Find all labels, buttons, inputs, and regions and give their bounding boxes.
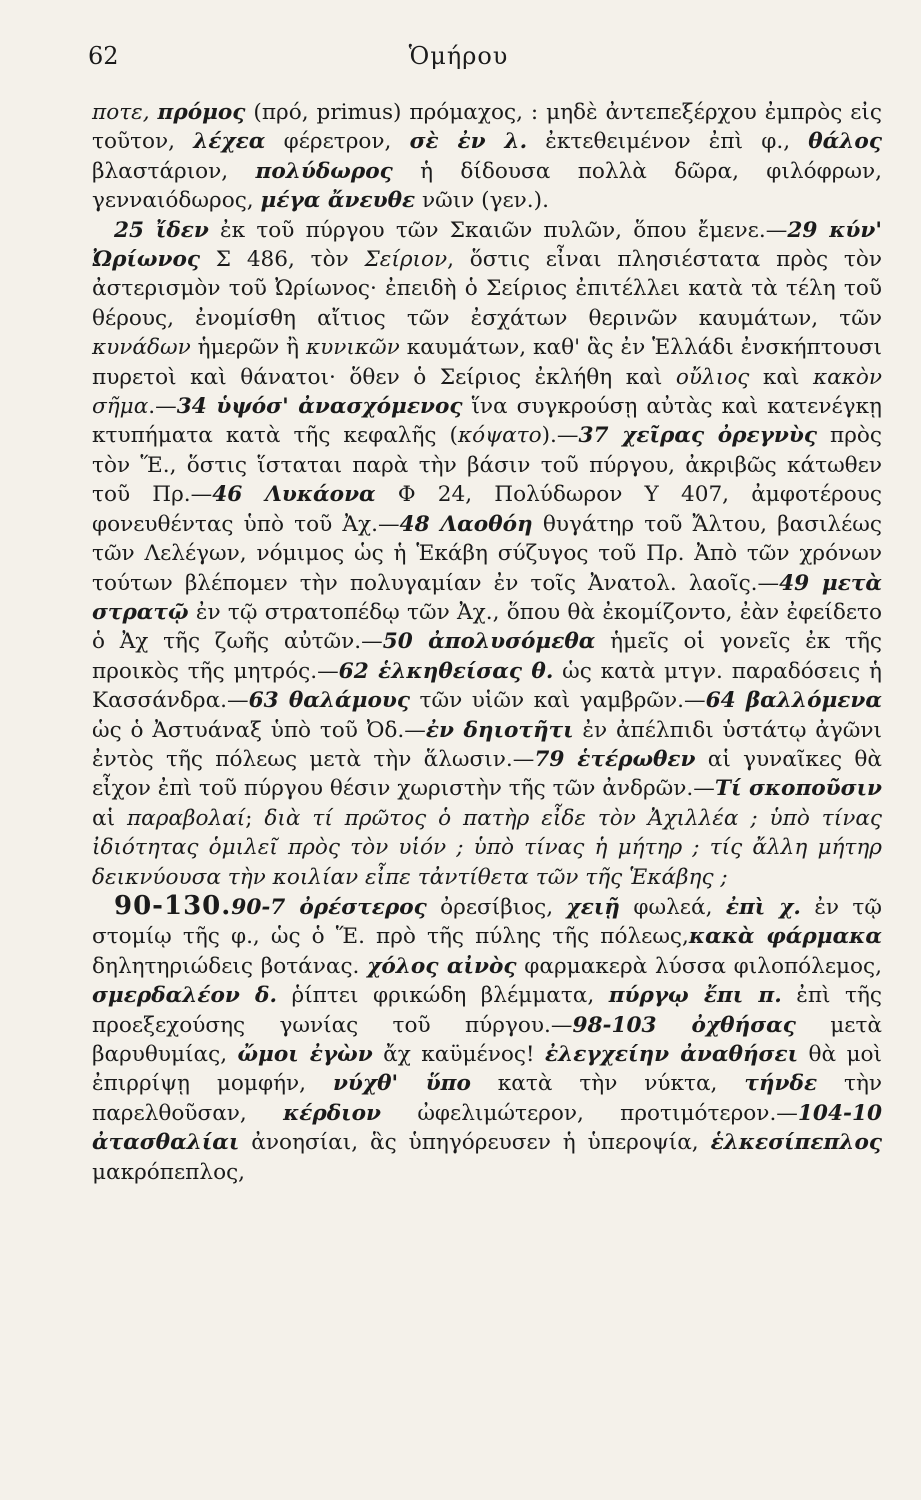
lemma-term: λέχεα: [193, 129, 266, 155]
page-header: [88, 36, 829, 76]
italic-text: παραβολαί: [126, 805, 246, 831]
lemma-term: πρόμος: [157, 100, 246, 125]
lemma-term: 34 ὑψόσ' ἀνασχόμενος: [176, 394, 463, 420]
paragraph: [92, 892, 882, 1187]
lemma-term: 46 Λυκάονα: [212, 482, 376, 508]
text-segment: φαρμακερὰ λύσσα φιλοπόλεμος,: [516, 953, 882, 979]
lemma-term: κακὰ φάρμακα: [688, 924, 882, 950]
text-segment: ).—: [541, 423, 579, 449]
text-segment: ὡς ὁ Ἀστυάναξ ὑπὸ τοῦ Ὀδ.—: [92, 717, 426, 743]
text-segment: ἐν τῷ στομίῳ τῆς φ., ὡς ὁ Ἕ. πρὸ τῆς πύλης τῆς πόλεως,: [92, 894, 882, 950]
lemma-term: ἐν δηιοτῆτι: [425, 717, 574, 743]
lemma-term: ἑλκεσίπεπλος: [710, 1130, 882, 1156]
paragraph: [92, 216, 882, 892]
text-segment: ὀρεσίβιος,: [426, 894, 567, 920]
lemma-term: τήνδε: [744, 1071, 818, 1097]
italic-text: ποτε,: [92, 100, 158, 125]
text-segment: δηλητηριώδεις βοτάνας.: [92, 953, 368, 979]
lemma-term: χειῇ: [566, 894, 620, 920]
text-segment: θὰ μοὶ ἐπιρρίψῃ μομφήν,: [92, 1042, 882, 1097]
lemma-term: μέγα ἄνευθε: [260, 188, 416, 214]
text-segment: καυμάτων, καθ' ἃς ἐν Ἑλλάδι ἐνσκήπτουσι πυρετοὶ καὶ θάνατοι· ὅθεν ὁ Σείριος ἐκλήθη καὶ: [92, 335, 883, 390]
italic-text: οὔλιος: [675, 364, 750, 390]
text-segment: , ὅστις εἶναι πλησιέστατα πρὸς τὸν ἀστερισμὸν τοῦ Ὠρίωνος· ἐπειδὴ ὁ Σείριος ἐπιτέλλει κατὰ τὰ τέλη τοῦ θέρους, ἐνομίσθη αἴτιος τῶν ἐσχάτων θερινῶν καυμάτων, τῶν: [92, 247, 882, 331]
text-segment: ;: [245, 805, 265, 831]
text-segment: Σ 486, τὸν: [200, 247, 365, 273]
text-segment: ἄχ καϋμένος!: [372, 1042, 546, 1067]
text-segment: ἡμερῶν ἢ: [190, 335, 307, 361]
italic-text: κόψατο: [457, 423, 542, 449]
lemma-term: 37 χεῖρας ὀρεγνὺς: [578, 423, 818, 449]
italic-text: κυνάδων: [92, 335, 191, 361]
text-segment: ῥίπτει φρικώδη βλέμματα,: [276, 983, 609, 1009]
text-segment: ἐκτεθειμένον ἐπὶ φ.,: [527, 129, 809, 155]
lemma-term: 63 θαλάμους: [248, 688, 410, 714]
text-segment: (πρό, primus) πρόμαχος, : μηδὲ ἀντεπεξέρχου ἐμπρὸς εἰς τοῦτον,: [92, 100, 882, 155]
italic-text: κυνικῶν: [306, 335, 400, 361]
lemma-term: 62 ἑλκηθείσας θ.: [338, 658, 554, 684]
page-number: 62: [88, 42, 119, 70]
paragraph: [92, 98, 882, 216]
lemma-term: ἐλεγχείην ἀναθήσει: [545, 1042, 799, 1067]
text-segment: αἱ γυναῖκες θὰ εἶχον ἐπὶ τοῦ πύργου θέσιν χωριστὴν τῆς τῶν ἀνδρῶν.—: [92, 746, 882, 802]
lemma-term: σμερδαλέον δ.: [92, 983, 277, 1009]
lemma-term: σὲ ἐν λ.: [409, 129, 528, 155]
text-segment: ἡμεῖς οἱ γονεῖς ἐκ τῆς προικὸς τῆς μητρός.—: [92, 629, 882, 684]
text-segment: ἵνα συγκρούσῃ αὐτὰς καὶ κατενέγκῃ κτυπήματα κατὰ τῆς κεφαλῆς (: [92, 394, 882, 449]
text-segment: .—: [148, 394, 177, 420]
lemma-term: 104-10 ἀτασθαλίαι: [92, 1100, 882, 1156]
italic-text: Σείριον: [364, 247, 448, 273]
lemma-term: 29 κύν' Ὠρίωνος: [92, 217, 882, 273]
italic-text: κακὸν σῆμα: [92, 364, 882, 420]
lemma-term: κέρδιον: [283, 1100, 382, 1126]
lemma-term: 98-103 ὀχθήσας: [572, 1012, 796, 1038]
text-segment: ἐκ τοῦ πύργου τῶν Σκαιῶν πυλῶν, ὅπου ἔμενε.—: [208, 217, 788, 243]
running-title: Ὁμήρου: [408, 42, 509, 70]
text-segment: πρὸς τὸν Ἕ., ὅστις ἵσταται παρὰ τὴν βάσιν τοῦ πύργου, ἀκριβῶς κάτωθεν τοῦ Πρ.—: [92, 423, 882, 508]
text-segment: ἐπὶ τῆς προεξεχούσης γωνίας τοῦ πύργου.—: [92, 983, 883, 1038]
lemma-term: Τί σκοποῦσιν: [714, 776, 883, 802]
text-segment: ἐν ἀπέλπιδι ὑστάτῳ ἀγῶνι ἐντὸς τῆς πόλεως μετὰ τὴν ἅλωσιν.—: [92, 717, 882, 772]
text-segment: φέρετρον,: [265, 129, 410, 155]
lemma-term: 90-7 ὀρέστερος: [231, 894, 427, 920]
lemma-term: 64 βαλλόμενα: [705, 688, 883, 714]
lemma-term: 50 ἀπολυσόμεθα: [382, 629, 596, 655]
lemma-term: νύχθ' ὕπο: [332, 1071, 471, 1097]
lemma-term: 49 μετὰ στρατῷ: [92, 570, 882, 625]
lemma-term: θάλος: [808, 129, 882, 155]
text-segment: νῶιν (γεν.).: [415, 188, 549, 214]
lemma-term: χόλος αἰνὸς: [367, 953, 517, 979]
text-segment: ἐν τῷ στρατοπέδῳ τῶν Ἀχ., ὅπου θὰ ἐκομίζοντο, ἐὰν ἐφείδετο ὁ Ἀχ τῆς ζωῆς αὐτῶν.—: [92, 599, 882, 655]
commentary-text: [92, 98, 882, 1187]
text-segment: μετὰ βαρυθυμίας,: [92, 1012, 883, 1067]
section-range: 90-130.: [114, 890, 232, 921]
text-segment: μακρόπεπλος,: [92, 1159, 246, 1185]
text-segment: ὠφελιμώτερον, προτιμότερον.—: [381, 1100, 798, 1126]
text-segment: θυγάτηρ τοῦ Ἄλτου, βασιλέως τῶν Λελέγων, νόμιμος ὡς ἡ Ἑκάβη σύζυγος τοῦ Πρ. Ἀπὸ τῶν χρόνων τούτων βλέπομεν τὴν πολυγαμίαν ἐν τοῖς Ἀνατολ. λαοῖς.—: [92, 511, 882, 596]
lemma-term: πύργῳ ἔπι π.: [608, 983, 782, 1009]
text-segment: τῶν υἱῶν καὶ γαμβρῶν.—: [410, 688, 706, 714]
lemma-term: ὤμοι ἐγὼν: [237, 1042, 373, 1067]
lemma-term: 25 ἴδεν: [114, 217, 209, 243]
text-segment: καὶ: [749, 364, 813, 390]
text-segment: τὴν παρελθοῦσαν,: [92, 1071, 883, 1126]
text-segment: Φ 24, Πολύδωρον Υ 407, ἀμφοτέρους φονευθέντας ὑπὸ τοῦ Ἀχ.—: [92, 482, 883, 537]
lemma-term: πολύδωρος: [255, 158, 393, 184]
lemma-term: ἐπὶ χ.: [725, 894, 801, 920]
text-segment: ἀνοησίαι, ἃς ὑπηγόρευσεν ἡ ὑπεροψία,: [239, 1130, 711, 1156]
text-segment: αἱ: [92, 805, 127, 831]
text-segment: βλαστάριον,: [92, 158, 256, 184]
lemma-term: 79 ἑτέρωθεν: [534, 746, 696, 772]
italic-text: διὰ τί πρῶτος ὁ πατὴρ εἶδε τὸν Ἀχιλλέα ; ὑπὸ τίνας ἰδιότητας ὁμιλεῖ πρὸς τὸν υἱόν ; ὑπὸ τίνας ἡ μήτηρ ; τίς ἄλλη μήτηρ δεικνύουσα τὴν κοιλίαν εἶπε τἀντίθετα τῶν τῆς Ἑκάβης ;: [92, 805, 882, 890]
text-segment: φωλεά,: [620, 894, 726, 920]
text-segment: κατὰ τὴν νύκτα,: [470, 1071, 745, 1097]
text-segment: ἡ δίδουσα πολλὰ δῶρα, φιλόφρων, γενναιόδωρος,: [92, 158, 882, 214]
text-segment: ὡς κατὰ μτγν. παραδόσεις ἡ Κασσάνδρα.—: [92, 658, 882, 714]
lemma-term: 48 Λαοθόη: [399, 511, 533, 537]
